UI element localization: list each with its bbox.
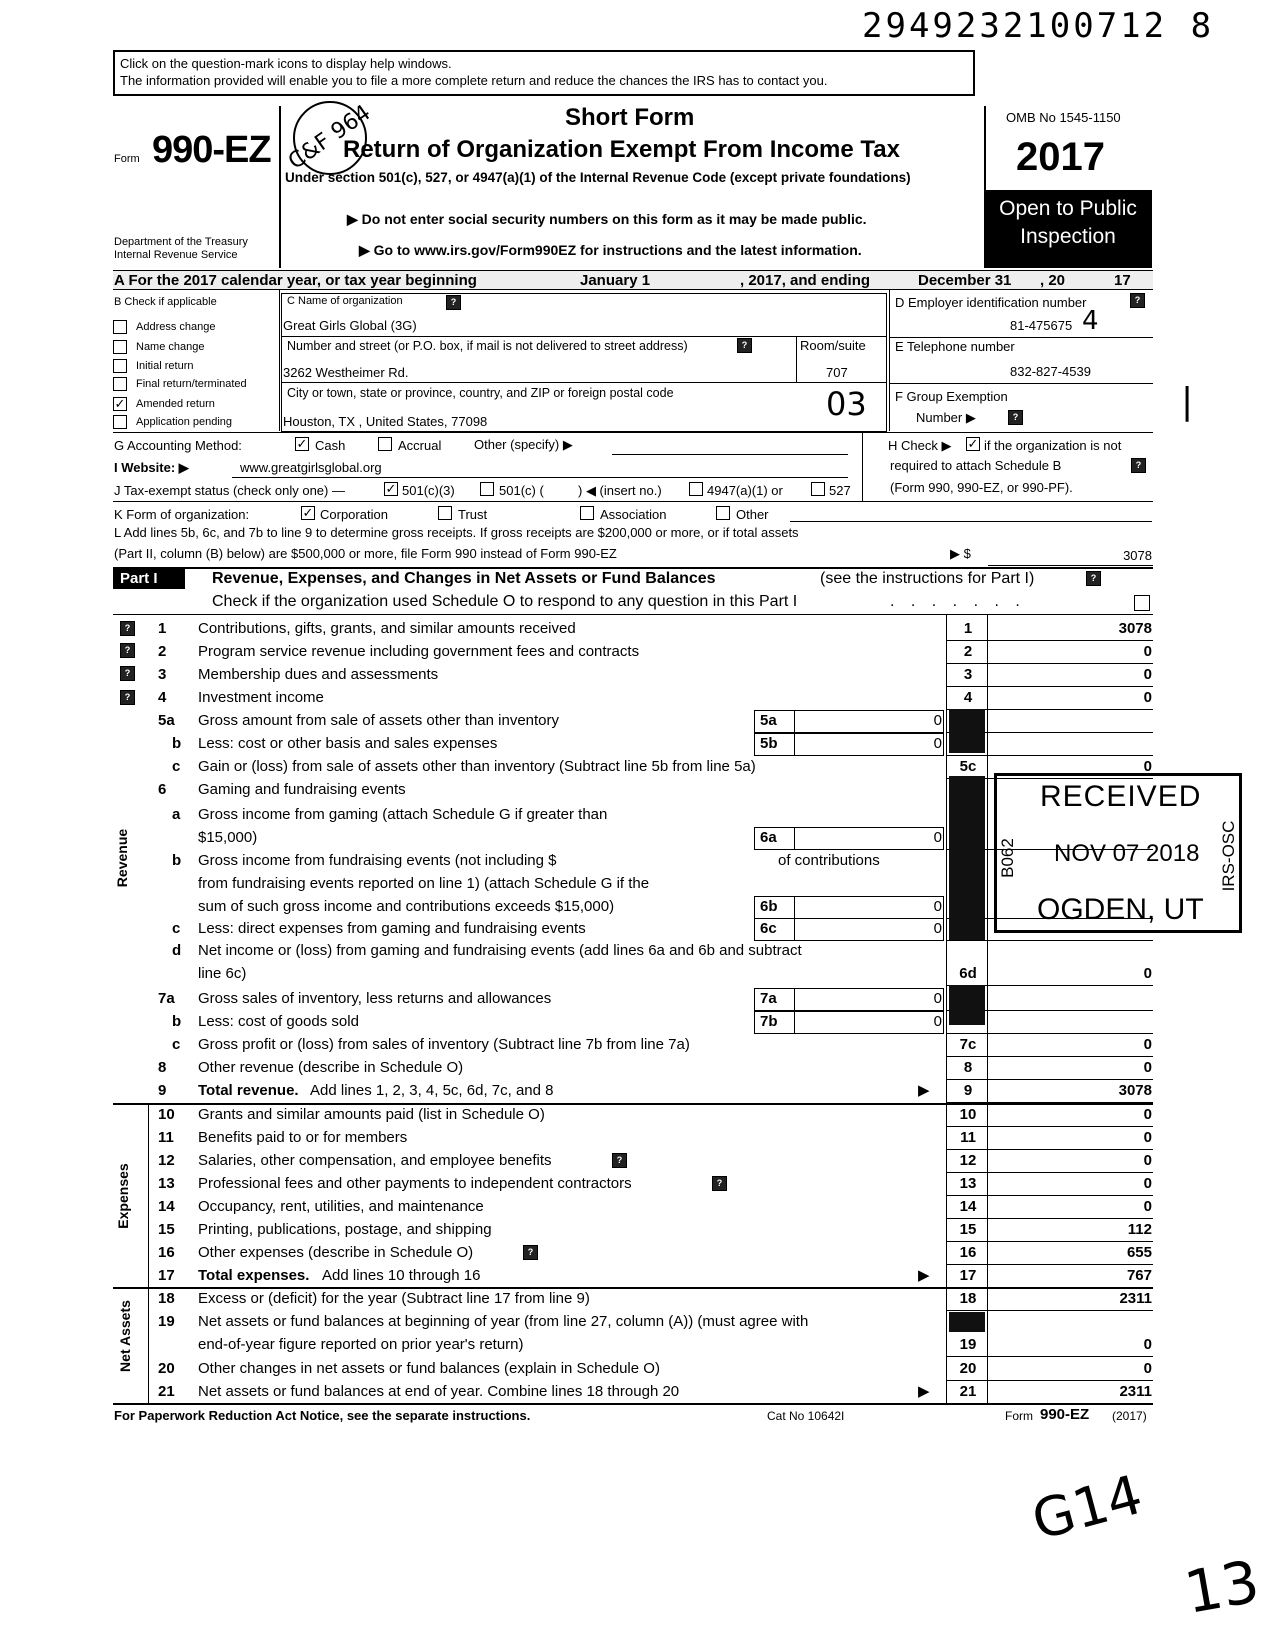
- row-rule: [946, 940, 1153, 941]
- inner-box-divider: [794, 827, 795, 850]
- line-l-text1: L Add lines 5b, 6c, and 7b to line 9 to determine gross receipts. If gross receipts are $200,000 or more, or if total assets: [114, 525, 799, 540]
- 501c-checkbox[interactable]: [480, 482, 494, 496]
- line-text: Occupancy, rent, utilities, and maintenance: [198, 1198, 484, 1215]
- line-text: Contributions, gifts, grants, and similar amounts received: [198, 620, 576, 637]
- schedule-o-checkbox[interactable]: [1134, 595, 1150, 611]
- room-number: 707: [826, 365, 848, 380]
- line-number: 7a: [158, 990, 175, 1007]
- line-box-label: 2: [963, 643, 973, 660]
- section-b-checkbox[interactable]: [113, 415, 127, 429]
- other-specify-underline: [612, 454, 848, 455]
- line-box-label: 18: [959, 1290, 977, 1307]
- line-text: Gross amount from sale of assets other than inventory: [198, 712, 560, 729]
- line-number: 8: [158, 1059, 167, 1076]
- line-box-label: 10: [959, 1106, 977, 1123]
- row-rule: [946, 640, 1153, 641]
- header-note-irs: ▶ Go to www.irs.gov/Form990EZ for instructions and the latest information.: [359, 242, 862, 258]
- line-text: Less: cost or other basis and sales expenses: [198, 735, 498, 752]
- section-separator: [113, 1103, 1153, 1105]
- section-b-item-label: Amended return: [136, 398, 215, 410]
- line-number: 9: [158, 1082, 167, 1099]
- line-a-mid: , 2017, and ending: [740, 272, 871, 289]
- line-value: 0: [1143, 689, 1152, 706]
- inner-box-divider: [794, 710, 795, 733]
- section-b-item-label: Address change: [136, 321, 216, 333]
- tax-year: 2017: [1016, 135, 1105, 179]
- line-h-check: H Check ▶: [888, 438, 952, 453]
- line-value: 0: [1143, 1175, 1152, 1192]
- line-g-label: G Accounting Method:: [114, 438, 242, 453]
- section-b-title: B Check if applicable: [114, 296, 217, 308]
- help-icon[interactable]: ?: [446, 295, 461, 310]
- line-text: Net assets or fund balances at end of year. Combine lines 18 through 20: [198, 1383, 680, 1400]
- line-text: of contributions: [778, 852, 880, 869]
- received-stamp-date: NOV 07 2018: [1054, 840, 1200, 867]
- line-text: Gross sales of inventory, less returns and allowances: [198, 990, 552, 1007]
- line-text: sum of such gross income and contributions exceeds $15,000): [198, 898, 615, 915]
- row-rule: [946, 1380, 1153, 1381]
- line-number: 19: [158, 1313, 175, 1330]
- line-text: line 6c): [198, 965, 247, 982]
- line-value: 3078: [1118, 1082, 1152, 1099]
- section-b-divider: [279, 289, 280, 431]
- gross-receipts-underline: [988, 565, 1153, 566]
- inner-box-label: 6b: [760, 898, 778, 915]
- other-org-underline: [790, 521, 1152, 522]
- line-text-bold: Total revenue.: [198, 1082, 299, 1099]
- header-note-ssn: ▶ Do not enter social security numbers on this form as it may be made public.: [347, 211, 867, 227]
- line-text: $15,000): [198, 829, 258, 846]
- shaded-block: [949, 776, 985, 940]
- line-value: 0: [1143, 1360, 1152, 1377]
- line-text: Gross income from fundraising events (not including $: [198, 852, 557, 869]
- line-number: b: [172, 1013, 182, 1030]
- line-text: Add lines 1, 2, 3, 4, 5c, 6d, 7c, and 8: [310, 1082, 554, 1099]
- header-divider-left: [279, 106, 281, 268]
- received-stamp-title: RECEIVED: [1040, 780, 1202, 813]
- help-icon[interactable]: ?: [120, 621, 135, 636]
- 501c3-label: 501(c)(3): [402, 483, 455, 498]
- website-underline: [232, 477, 848, 478]
- h-divider: [862, 433, 863, 501]
- help-icon[interactable]: ?: [120, 690, 135, 705]
- footer-form-word: Form: [1005, 1409, 1033, 1423]
- part1-check-line: Check if the organization used Schedule O to respond to any question in this Part I: [212, 593, 798, 610]
- section-b-item-label: Application pending: [136, 416, 233, 428]
- section-b-item-label: Initial return: [136, 360, 194, 372]
- line-number: 10: [158, 1106, 175, 1123]
- other-org-label: Other: [736, 507, 769, 522]
- line-number: 16: [158, 1244, 175, 1261]
- line-number: 12: [158, 1152, 175, 1169]
- part1-check-leader: . . . . . . .: [890, 593, 1026, 610]
- grid-sidelabel-col: [148, 1103, 149, 1403]
- footer-form-num: 990-EZ: [1040, 1406, 1090, 1423]
- shaded-block: [949, 985, 985, 1025]
- line-value: 2311: [1119, 1290, 1152, 1307]
- help-box-line2: The information provided will enable you to file a more complete return and reduce the chances the IRS has to contact you.: [120, 73, 828, 88]
- line-number: 17: [158, 1267, 175, 1284]
- ein: 81-475675: [1010, 318, 1073, 333]
- line-number: d: [172, 942, 182, 959]
- corporation-label: Corporation: [320, 507, 388, 522]
- row-rule: [946, 755, 1153, 756]
- line-text: Benefits paid to or for members: [198, 1129, 408, 1146]
- line-number: 2: [158, 643, 167, 660]
- cash-checkbox[interactable]: ✓: [296, 436, 308, 451]
- line-value: 0: [1143, 1336, 1152, 1353]
- line-text: Printing, publications, postage, and shipping: [198, 1221, 492, 1238]
- inner-box-label: 6a: [760, 829, 777, 846]
- line-value: 0: [1143, 666, 1152, 683]
- 501c-label: 501(c) (: [499, 483, 544, 498]
- line-text: Gross profit or (loss) from sales of inventory (Subtract line 7b from line 7a): [198, 1036, 690, 1053]
- street-label: Number and street (or P.O. box, if mail is not delivered to street address): [287, 339, 688, 353]
- line-a-end: December 31: [918, 272, 1012, 289]
- line-l-arrow: ▶ $: [950, 546, 971, 561]
- handwritten-03: 03: [826, 385, 867, 423]
- line-text: Less: cost of goods sold: [198, 1013, 359, 1030]
- line-box-label: 20: [959, 1360, 977, 1377]
- section-d-divider: [889, 289, 890, 431]
- association-checkbox[interactable]: [580, 506, 594, 520]
- section-b-item-label: Final return/terminated: [136, 378, 247, 390]
- line-text: Gain or (loss) from sale of assets other than inventory (Subtract line 5b from line 5a): [198, 758, 756, 775]
- line-text: Less: direct expenses from gaming and fundraising events: [198, 920, 586, 937]
- line-number: 3: [158, 666, 167, 683]
- city: Houston, TX , United States, 77098: [283, 414, 488, 429]
- shaded-block: [949, 709, 985, 753]
- handwritten-mark-1: |: [1181, 381, 1194, 422]
- line-number: 4: [158, 689, 167, 706]
- line-text: end-of-year figure reported on prior year's return): [198, 1336, 524, 1353]
- help-icon[interactable]: ?: [1130, 293, 1145, 308]
- line-box-label: 19: [959, 1336, 977, 1353]
- line-number: c: [172, 920, 181, 937]
- inner-box-value: 0: [933, 1013, 942, 1030]
- line-box-label: 13: [959, 1175, 977, 1192]
- phone: 832-827-4539: [1010, 364, 1091, 379]
- line-text: Net assets or fund balances at beginning of year (from line 27, column (A)) (must agree with: [198, 1313, 809, 1330]
- row-rule: [946, 663, 1153, 664]
- part1-title-note: (see the instructions for Part I): [820, 570, 1035, 587]
- phone-label: E Telephone number: [895, 339, 1015, 354]
- inner-box-divider: [794, 1011, 795, 1034]
- line-number: a: [172, 806, 181, 823]
- open-to-public-line1: Open to Public: [999, 197, 1137, 220]
- line-number: c: [172, 1036, 181, 1053]
- line-box-label: 16: [959, 1244, 977, 1261]
- side-label-revenue: Revenue: [114, 828, 130, 888]
- room-label: Room/suite: [800, 338, 866, 353]
- inner-box-divider: [794, 896, 795, 919]
- line-value: 0: [1143, 758, 1152, 775]
- inner-box-divider: [794, 733, 795, 756]
- side-label-expenses: Expenses: [115, 1163, 131, 1229]
- section-b-checkbox[interactable]: [113, 320, 127, 334]
- schedule-b-checkbox[interactable]: ✓: [967, 436, 979, 451]
- other-specify-label: Other (specify) ▶: [474, 437, 573, 452]
- line-text: Gaming and fundraising events: [198, 781, 406, 798]
- section-separator: [113, 1287, 1153, 1289]
- line-box-label: 4: [963, 689, 973, 706]
- line-text: Net income or (loss) from gaming and fundraising events (add lines 6a and 6b and subtract: [198, 942, 802, 959]
- inner-box-label: 7a: [760, 990, 777, 1007]
- rule-line-a-bottom: [113, 289, 1153, 290]
- cash-label: Cash: [315, 438, 346, 453]
- accrual-label: Accrual: [398, 438, 442, 453]
- corporation-checkbox[interactable]: ✓: [302, 505, 314, 520]
- handwritten-page-number: 13: [1179, 1547, 1264, 1627]
- street: 3262 Westheimer Rd.: [283, 365, 409, 380]
- row-rule: [946, 1056, 1153, 1057]
- line-text: Other expenses (describe in Schedule O): [198, 1244, 474, 1261]
- row-rule: [946, 1241, 1153, 1242]
- rule-part1-bottom: [113, 614, 1153, 615]
- line-text: Other revenue (describe in Schedule O): [198, 1059, 464, 1076]
- line-box-label: 9: [963, 1082, 973, 1099]
- row-rule: [946, 1195, 1153, 1196]
- form-number: 990-EZ: [152, 129, 271, 171]
- line-h-text3: (Form 990, 990-EZ, or 990-PF).: [890, 480, 1073, 495]
- inner-box-value: 0: [933, 829, 942, 846]
- received-stamp-left: B062: [998, 838, 1017, 878]
- dept-line1: Department of the Treasury: [114, 236, 248, 248]
- footer-form-year: (2017): [1112, 1409, 1147, 1423]
- inner-box-value: 0: [933, 990, 942, 1007]
- handwritten-g14: G14: [1025, 1462, 1149, 1553]
- title-main: Return of Organization Exempt From Income Tax: [343, 136, 900, 163]
- row-rule: [946, 1356, 1153, 1357]
- rule-c-2: [281, 382, 887, 383]
- line-number: 5a: [158, 712, 175, 729]
- line-number: c: [172, 758, 181, 775]
- line-value: 0: [1143, 1198, 1152, 1215]
- group-number-label: Number ▶: [916, 410, 976, 425]
- part1-title: Revenue, Expenses, and Changes in Net Assets or Fund Balances: [212, 570, 716, 587]
- inner-box-value: 0: [933, 920, 942, 937]
- room-divider: [796, 336, 797, 382]
- line-value: 3078: [1118, 620, 1152, 637]
- side-label-net-assets: Net Assets: [117, 1300, 133, 1372]
- footer-paperwork: For Paperwork Reduction Act Notice, see the separate instructions.: [114, 1408, 531, 1423]
- line-h-text2: required to attach Schedule B: [890, 458, 1062, 473]
- inner-box-label: 6c: [760, 920, 777, 937]
- help-icon[interactable]: ?: [120, 666, 135, 681]
- line-box-label: 15: [959, 1221, 977, 1238]
- inner-box-value: 0: [933, 712, 942, 729]
- line-value: 0: [1143, 965, 1152, 982]
- line-arrow: ▶: [918, 1383, 930, 1400]
- line-text: Professional fees and other payments to independent contractors: [198, 1175, 632, 1192]
- inner-box-label: 5b: [760, 735, 778, 752]
- line-box-label: 21: [959, 1383, 977, 1400]
- line-arrow: ▶: [918, 1267, 930, 1284]
- 4947-checkbox[interactable]: [689, 482, 703, 496]
- row-rule: [946, 1149, 1153, 1150]
- help-icon[interactable]: ?: [712, 1176, 727, 1191]
- cf-stamp: [283, 98, 376, 178]
- rule-j-bottom: [113, 501, 1153, 502]
- insert-no-label: ) ◀ (insert no.): [578, 483, 662, 498]
- line-value: 0: [1143, 1152, 1152, 1169]
- line-value: 767: [1126, 1267, 1152, 1284]
- section-b-checkbox[interactable]: [113, 359, 127, 373]
- barcode-number: 2949232100712 8: [862, 6, 1215, 46]
- footer-cat-no: Cat No 10642I: [767, 1409, 845, 1423]
- line-number: 11: [158, 1129, 174, 1146]
- line-l-text2: (Part II, column (B) below) are $500,000 or more, file Form 990 instead of Form 990-EZ: [114, 546, 617, 561]
- line-number: 1: [158, 620, 167, 637]
- help-icon[interactable]: ?: [1131, 458, 1146, 473]
- title-short-form: Short Form: [565, 104, 695, 131]
- row-rule: [946, 1264, 1153, 1265]
- stamp-text: C&F 964: [283, 100, 376, 175]
- line-number: 6: [158, 781, 167, 798]
- help-icon[interactable]: ?: [1086, 571, 1101, 586]
- inner-box-divider: [794, 918, 795, 941]
- line-box-label: 3: [963, 666, 973, 683]
- gross-receipts: 3078: [1123, 548, 1152, 563]
- line-h-text1: if the organization is not: [984, 438, 1122, 453]
- open-to-public-line2: Inspection: [1020, 225, 1116, 248]
- line-value: 0: [1143, 1036, 1152, 1053]
- rule-d-2: [889, 383, 1153, 384]
- accrual-checkbox[interactable]: [378, 437, 392, 451]
- row-rule: [946, 1126, 1153, 1127]
- inner-box-label: 5a: [760, 712, 777, 729]
- trust-label: Trust: [458, 507, 488, 522]
- section-b-checkbox[interactable]: [113, 377, 127, 391]
- line-value: 0: [1143, 643, 1152, 660]
- line-value: 2311: [1119, 1383, 1152, 1400]
- line-value: 0: [1143, 1059, 1152, 1076]
- rule-d-1: [889, 337, 1153, 338]
- row-rule: [946, 1172, 1153, 1173]
- 4947-label: 4947(a)(1) or: [707, 483, 783, 498]
- 527-checkbox[interactable]: [811, 482, 825, 496]
- line-number: 15: [158, 1221, 175, 1238]
- rule-f-bottom: [113, 432, 1153, 433]
- line-a-label: A For the 2017 calendar year, or tax year beginning: [114, 272, 477, 289]
- dept-line2: Internal Revenue Service: [114, 249, 238, 261]
- line-arrow: ▶: [918, 1082, 930, 1099]
- ein-handwritten: 4: [1082, 306, 1099, 336]
- omb-number: OMB No 1545-1150: [1006, 110, 1121, 125]
- group-exemption-label: F Group Exemption: [895, 389, 1008, 404]
- line-box-label: 12: [959, 1152, 977, 1169]
- 501c3-checkbox[interactable]: ✓: [385, 481, 397, 496]
- line-text: Program service revenue including government fees and contracts: [198, 643, 640, 660]
- line-text-bold: Total expenses.: [198, 1267, 310, 1284]
- row-rule: [946, 1079, 1153, 1080]
- help-icon[interactable]: ?: [523, 1245, 538, 1260]
- ein-label: D Employer identification number: [895, 295, 1087, 310]
- line-text: from fundraising events reported on line 1) (attach Schedule G if the: [198, 875, 650, 892]
- website: www.greatgirlsglobal.org: [240, 460, 382, 475]
- rule-part1-top: [113, 567, 1153, 569]
- help-icon[interactable]: ?: [1008, 410, 1023, 425]
- line-box-label: 17: [959, 1267, 977, 1284]
- line-text: Salaries, other compensation, and employee benefits: [198, 1152, 552, 1169]
- other-org-checkbox[interactable]: [716, 506, 730, 520]
- line-box-label: 14: [959, 1198, 977, 1215]
- section-b-item-label: Name change: [136, 341, 205, 353]
- inner-box-label: 7b: [760, 1013, 778, 1030]
- inner-box-value: 0: [933, 898, 942, 915]
- received-stamp-right: IRS-OSC: [1219, 820, 1238, 892]
- inner-box-divider: [794, 988, 795, 1011]
- section-b-checkbox[interactable]: [113, 340, 127, 354]
- line-text: Other changes in net assets or fund balances (explain in Schedule O): [198, 1360, 660, 1377]
- line-a-yr-prefix: , 20: [1040, 272, 1066, 289]
- org-name: Great Girls Global (3G): [283, 318, 417, 333]
- line-text: Gross income from gaming (attach Schedule G if greater than: [198, 806, 608, 823]
- rule-part1-end: [113, 1403, 1153, 1405]
- line-number: 14: [158, 1198, 175, 1215]
- line-k-label: K Form of organization:: [114, 507, 250, 522]
- row-rule: [946, 1310, 1153, 1311]
- line-box-label: 8: [963, 1059, 973, 1076]
- website-label: I Website: ▶: [114, 460, 189, 475]
- help-icon[interactable]: ?: [737, 338, 752, 353]
- line-text: Membership dues and assessments: [198, 666, 439, 683]
- received-stamp-city: OGDEN, UT: [1037, 893, 1204, 926]
- shaded-block: [949, 1312, 985, 1332]
- line-number: 21: [158, 1383, 175, 1400]
- city-label: City or town, state or province, country, and ZIP or foreign postal code: [287, 386, 674, 400]
- 527-label: 527: [829, 483, 851, 498]
- line-j-label: J Tax-exempt status (check only one) —: [114, 483, 345, 498]
- trust-checkbox[interactable]: [438, 506, 452, 520]
- help-icon[interactable]: ?: [120, 643, 135, 658]
- line-value: 0: [1143, 1106, 1152, 1123]
- help-icon[interactable]: ?: [612, 1153, 627, 1168]
- help-box-line1: Click on the question-mark icons to display help windows.: [120, 56, 452, 71]
- line-number: b: [172, 735, 182, 752]
- line-value: 0: [1143, 1129, 1152, 1146]
- line-box-label: 1: [963, 620, 973, 637]
- line-box-label: 11: [960, 1129, 976, 1146]
- inner-box-value: 0: [933, 735, 942, 752]
- line-box-label: 6d: [959, 965, 977, 982]
- line-number: 13: [158, 1175, 175, 1192]
- row-rule: [946, 1033, 1153, 1034]
- part1-tag: Part I: [120, 570, 158, 587]
- association-label: Association: [600, 507, 667, 522]
- line-value: 655: [1126, 1244, 1152, 1261]
- row-rule: [946, 686, 1153, 687]
- section-b-checkbox[interactable]: ✓: [114, 396, 126, 411]
- line-number: 18: [158, 1290, 175, 1307]
- line-text: Grants and similar amounts paid (list in Schedule O): [198, 1106, 545, 1123]
- org-name-label: C Name of organization: [287, 295, 403, 307]
- line-a-begin: January 1: [580, 272, 651, 289]
- row-rule: [946, 1218, 1153, 1219]
- line-text: Investment income: [198, 689, 324, 706]
- line-number: 20: [158, 1360, 175, 1377]
- line-a-yr: 17: [1114, 272, 1131, 289]
- line-text: Excess or (deficit) for the year (Subtract line 17 from line 9): [198, 1290, 590, 1307]
- line-box-label: 7c: [959, 1036, 977, 1053]
- header-subtitle: Under section 501(c), 527, or 4947(a)(1) of the Internal Revenue Code (except private foundations): [285, 170, 911, 185]
- line-value: 112: [1127, 1221, 1152, 1238]
- line-box-label: 5c: [959, 758, 977, 775]
- line-text: Add lines 10 through 16: [322, 1267, 481, 1284]
- form-word: Form: [114, 153, 140, 165]
- line-number: b: [172, 852, 182, 869]
